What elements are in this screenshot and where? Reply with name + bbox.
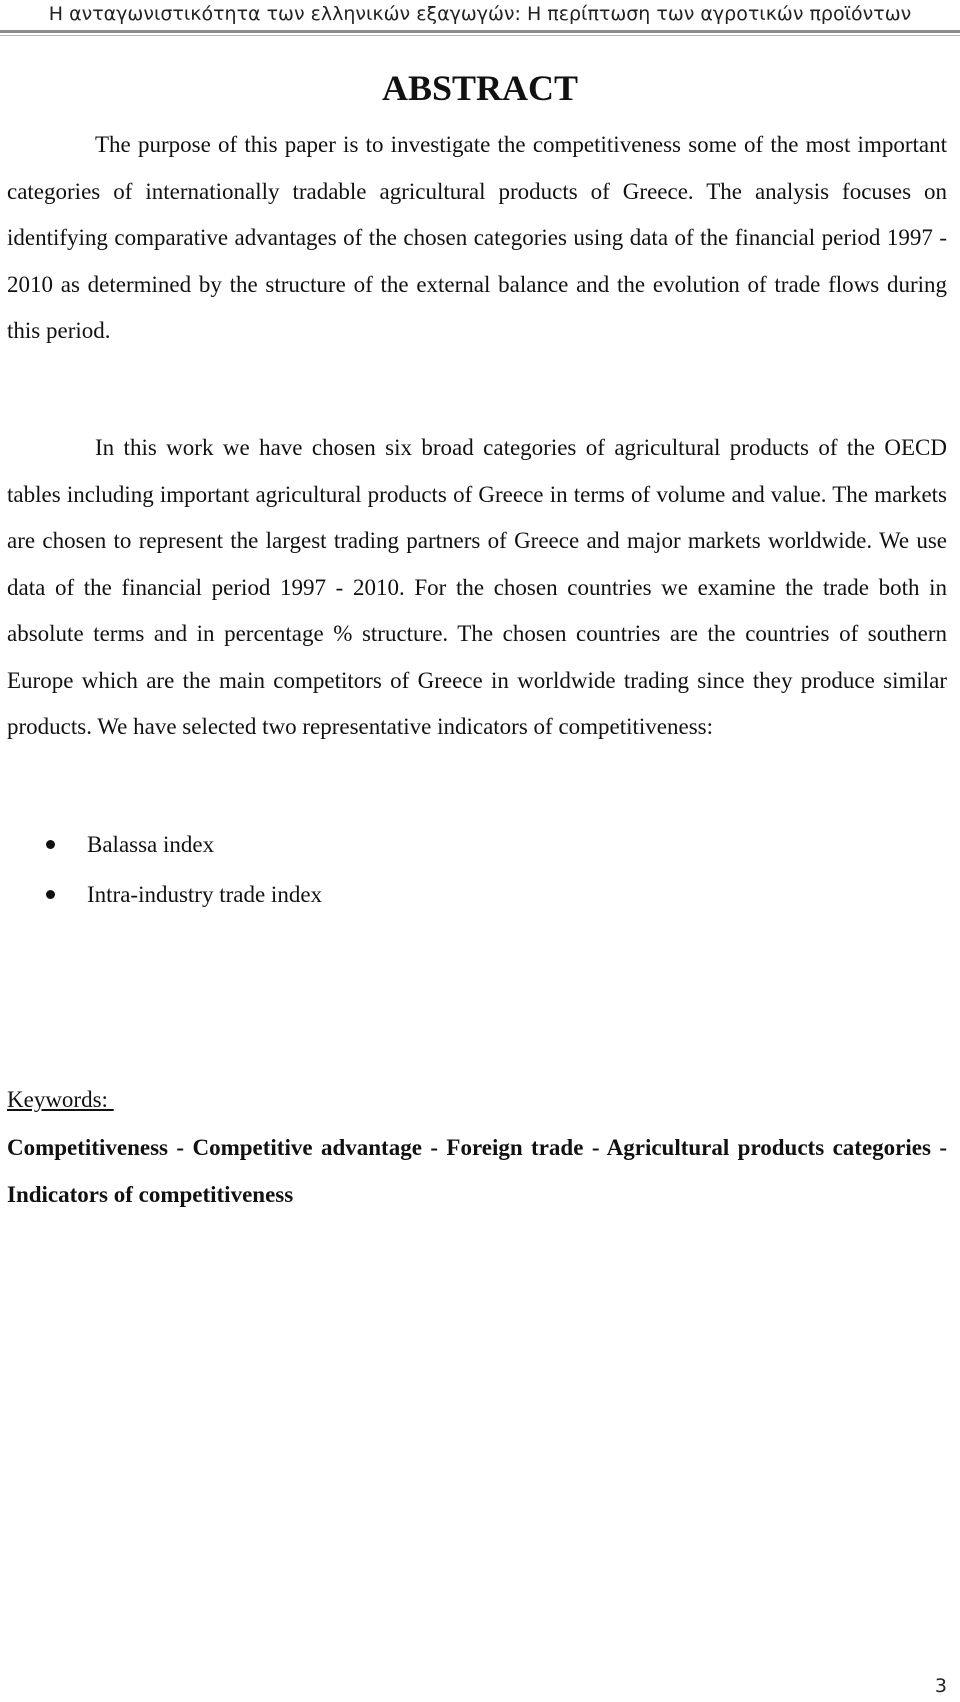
abstract-title: ABSTRACT	[381, 68, 579, 108]
list-item	[0, 870, 960, 920]
page-number: 3	[934, 1675, 947, 1697]
indicator-list	[0, 820, 960, 920]
running-header: Η ανταγωνιστικότητα των ελληνικών εξαγωγών: Η περίπτωση των αγροτικών προϊόντων	[48, 3, 912, 25]
list-item	[0, 820, 960, 870]
abstract-paragraph-1: The purpose of this paper is to investigate the competitiveness some of the most important categories of internationally tradable agricultural products of Greece. The analysis focuses on identifying comparative advantages of the chosen categories using data of the financial period 1997 - 2010 as determined by the structure of the external balance and the evolution of trade flows during this period.	[7, 132, 947, 343]
list-item-text: Balassa index	[87, 832, 215, 857]
list-item-text: Intra-industry trade index	[87, 882, 323, 907]
keywords-text: Competitiveness - Competitive advantage - Foreign trade - Agricultural products categories - Indicators of competitiveness	[7, 1135, 947, 1207]
keywords-label: Keywords:	[7, 1087, 114, 1112]
bullet-icon	[46, 890, 55, 899]
header-rule-thin	[0, 35, 960, 36]
bullet-icon	[46, 840, 55, 849]
header-rule-thick	[0, 30, 960, 33]
abstract-paragraph-2: In this work we have chosen six broad categories of agricultural products of the OECD tables including important agricultural products of Greece in terms of volume and value. The markets are chosen to represent the largest trading partners of Greece and major markets worldwide. We use data of the financial period 1997 - 2010. For the chosen countries we examine the trade both in absolute terms and in percentage % structure. The chosen countries are the countries of southern Europe which are the main competitors of Greece in worldwide trading since they produce similar products. We have selected two representative indicators of competitiveness:	[7, 435, 947, 739]
